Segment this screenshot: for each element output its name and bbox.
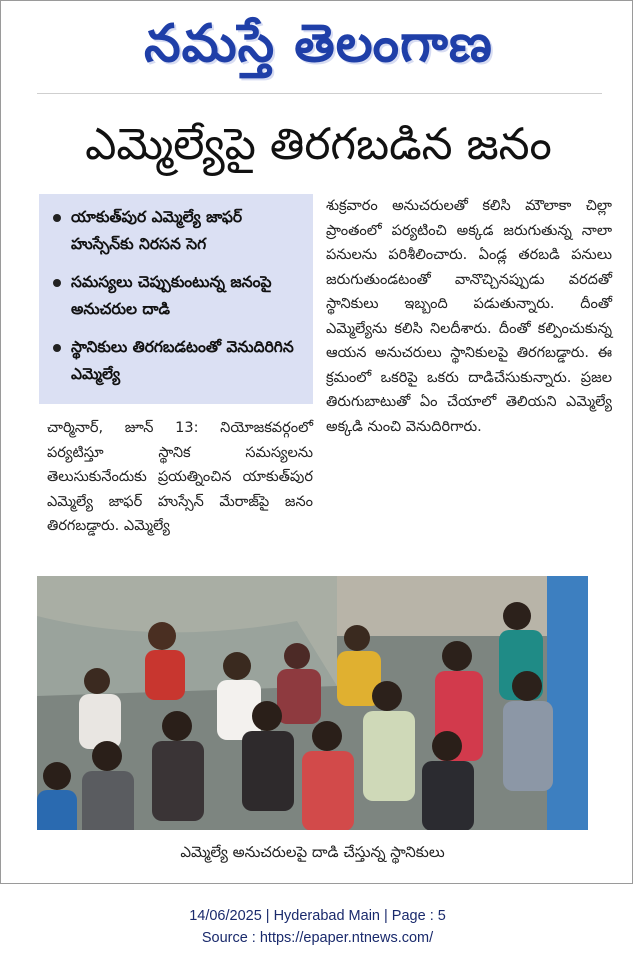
- source-link[interactable]: Source : https://epaper.ntnews.com/: [201, 930, 434, 946]
- photo-caption: ఎమ్మెల్యే అనుచరులపై దాడి చేస్తున్న స్థానికులు: [180, 843, 445, 861]
- edition-info: 14/06/2025 | Hyderabad Main | Page : 5: [189, 908, 446, 924]
- highlight-item: [51, 204, 303, 258]
- highlight-text: స్థానికులు తిరగబడటంతో వెనుదిరిగిన ఎమ్మెల్యే: [71, 338, 294, 383]
- bullet-icon: [53, 214, 61, 222]
- masthead-logo: నమస్తే తెలంగాణ: [144, 14, 493, 74]
- highlight-item: [51, 334, 303, 388]
- crowd-photo-illustration: [37, 576, 588, 830]
- news-photo: [37, 576, 588, 830]
- article-body-right: శుక్రవారం అనుచరులతో కలిసి మౌలాకా చిల్లా ప్రాంతంలో పర్యటించి అక్కడ జరుగుతున్న నాలా పనులను పరిశీలించారు. ఏండ్ల తరబడి పనులు జరుగుతుండటంతో వానొచ్చినప్పుడు వరదతో స్థానికులు ఇబ్బంది పడుతున్నారు. దీంతో ఎమ్మెల్యేను కలిసి నిలదీశారు. దీంతో కల్పించుకున్న ఆయన అనుచరులు స్థానికులపై తిరగబడ్డారు. ఈ క్రమంలో ఒకరిపై ఒకరు దాడిచేసుకున్నారు. ప్రజల తిరుగుబాటుతో ఏం చేయాలో తెలియని ఎమ్మెల్యే అక్కడి నుంచి వెనుదిరిగారు.: [326, 198, 612, 435]
- article-body-left: చార్మినార్, జూన్ 13: నియోజకవర్గంలో పర్యటిస్తూ స్థానిక సమస్యలను తెలుసుకునేందుకు ప్రయత్నించిన యాకుత్‌పుర ఎమ్మెల్యే జాఫర్ హుస్సేన్ మేరాజ్‌పై జనం తిరగబడ్డారు. ఎమ్మెల్యే: [47, 420, 313, 534]
- highlight-text: యాకుత్‌పుర ఎమ్మెల్యే జాఫర్ హుస్సేన్‌కు నిరసన సెగ: [71, 208, 243, 253]
- bullet-icon: [53, 279, 61, 287]
- article-headline: ఎమ్మెల్యేపై తిరగబడిన జనం: [85, 119, 552, 170]
- highlight-text: సమస్యలు చెప్పుకుంటున్న జనంపై అనుచరుల దాడి: [71, 273, 272, 318]
- highlight-item: [51, 269, 303, 323]
- masthead-divider: [37, 93, 602, 94]
- bullet-icon: [53, 344, 61, 352]
- highlights-box: [39, 194, 313, 404]
